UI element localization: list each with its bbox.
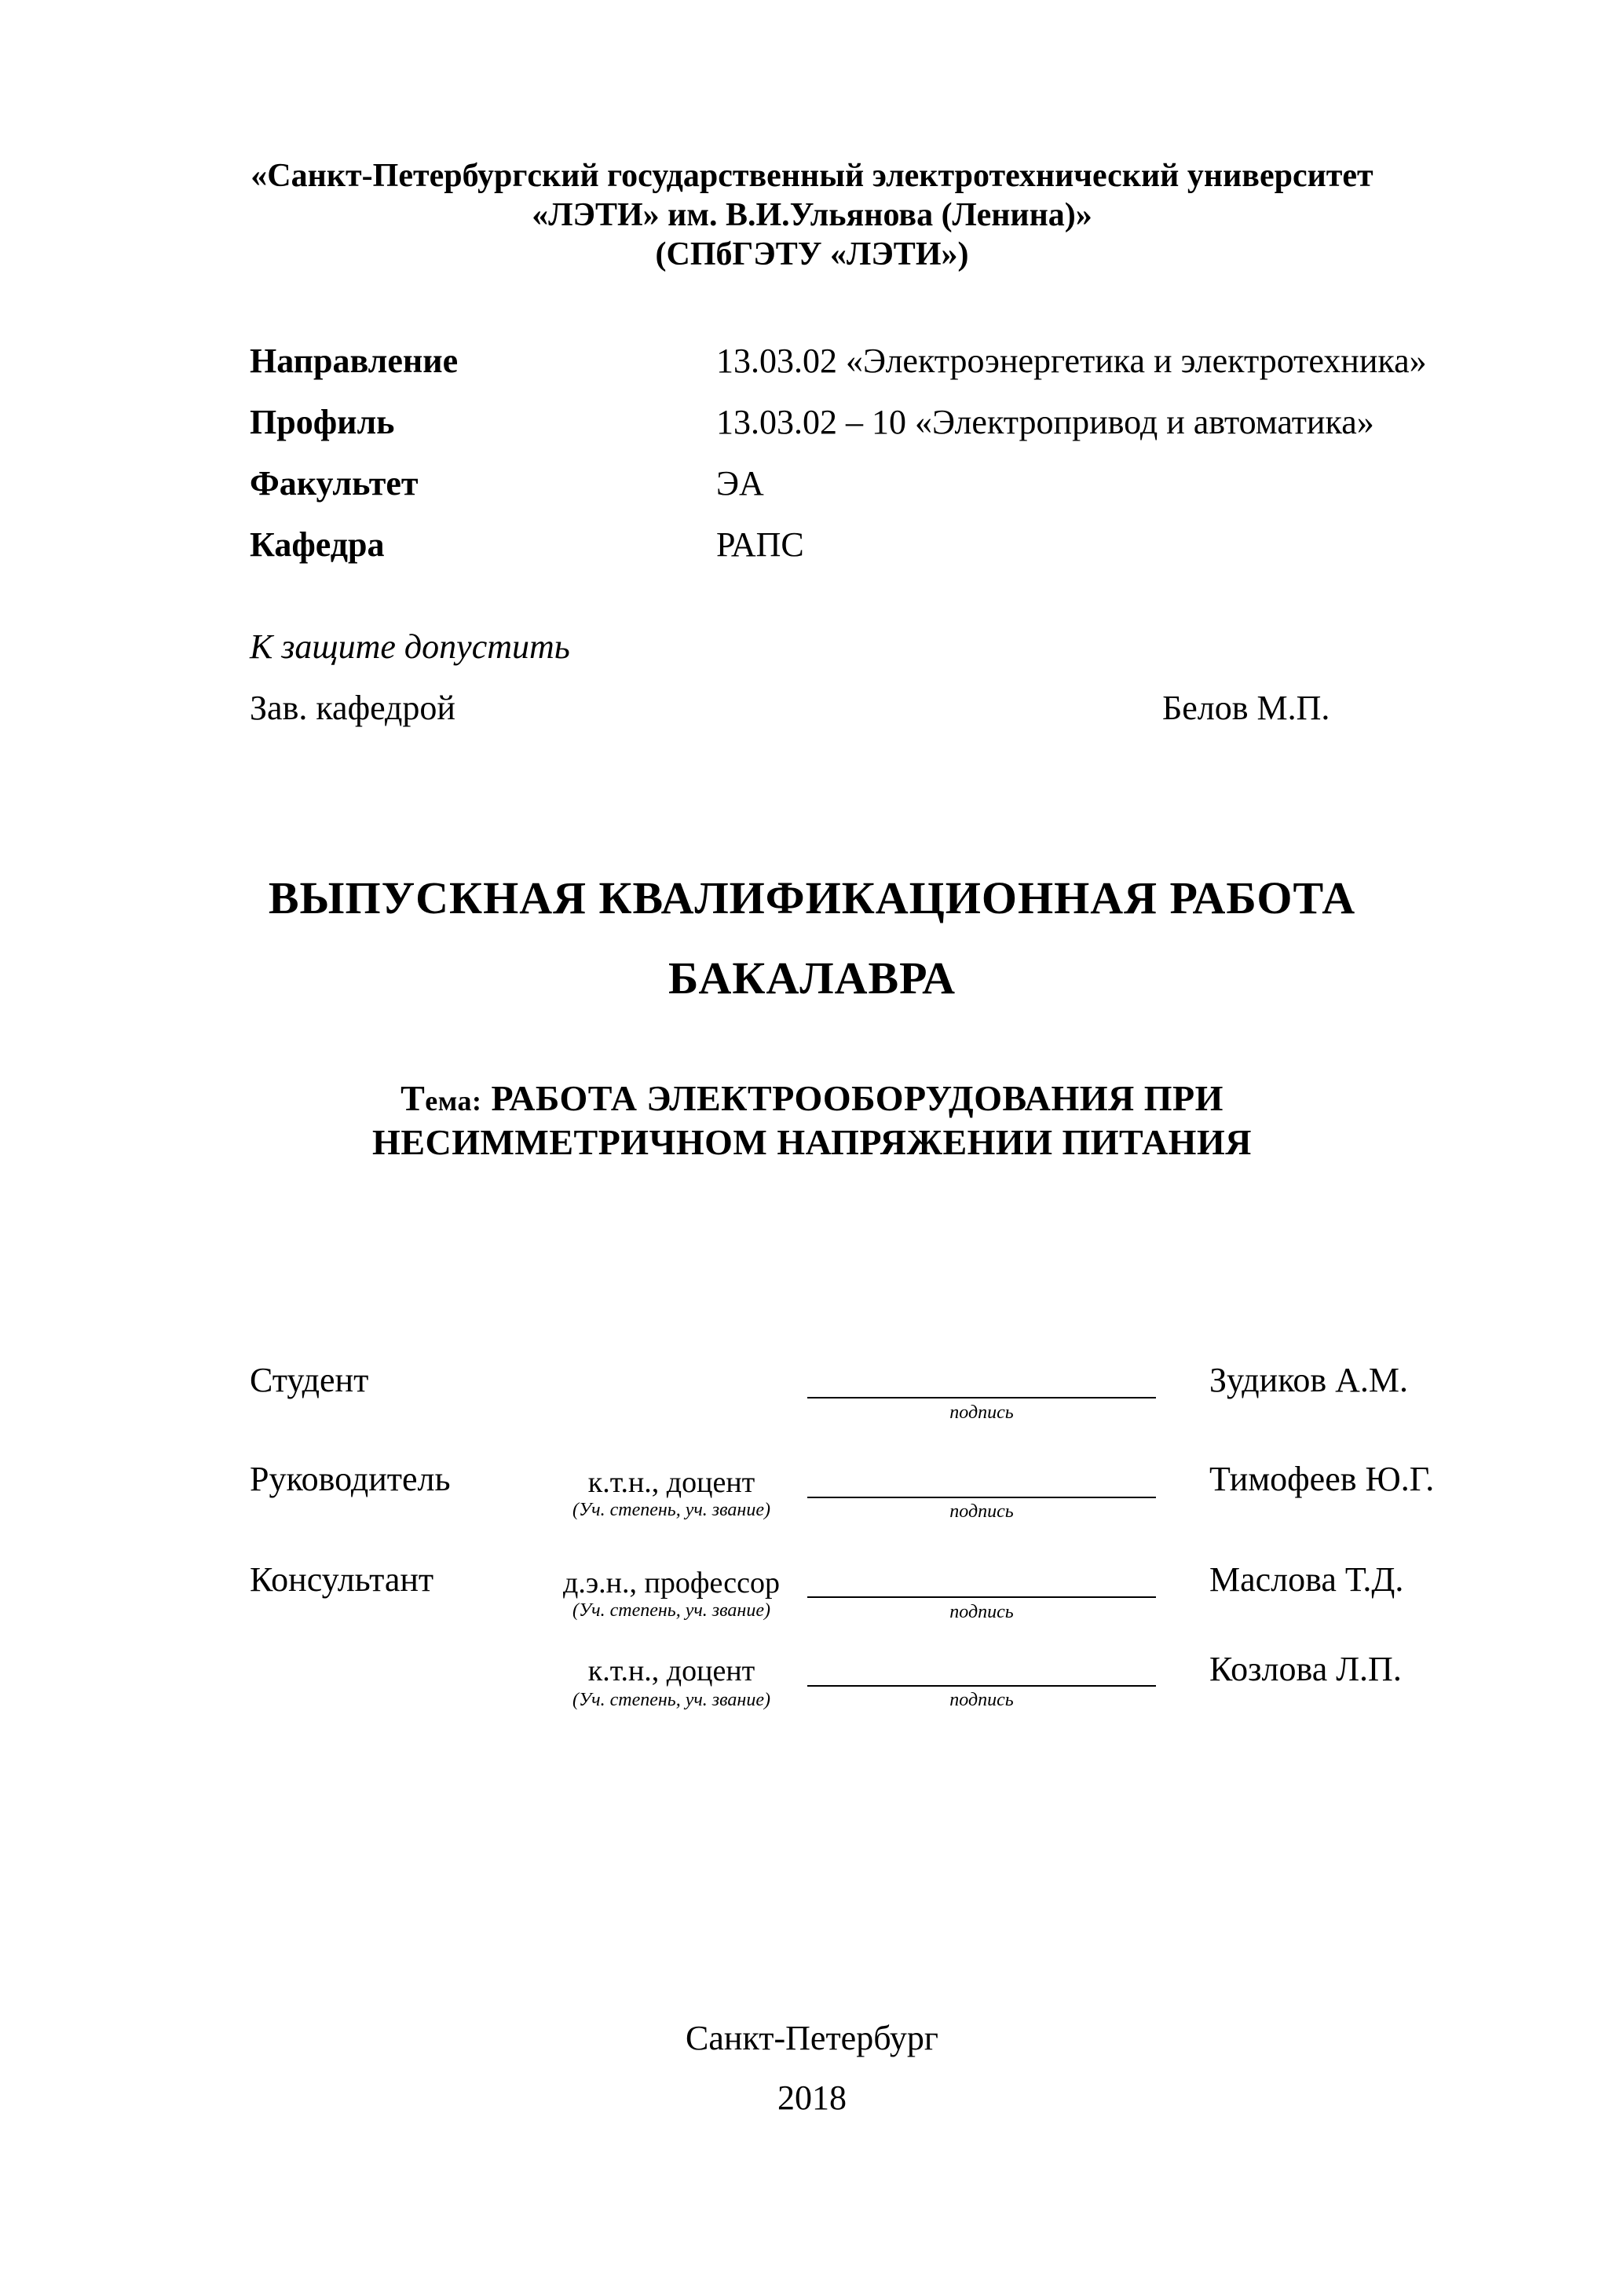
consultant1-name: Маслова Т.Д. <box>1209 1560 1404 1599</box>
supervisor-signature-caption: подпись <box>949 1501 1014 1522</box>
student-role: Студент <box>250 1361 369 1399</box>
city: Санкт-Петербург <box>686 2019 938 2057</box>
consultant2-signature-line <box>807 1685 1156 1687</box>
theme-prefix-first: Т <box>401 1078 426 1118</box>
supervisor-degree: к.т.н., доцент <box>587 1466 755 1499</box>
theme-text-line1: РАБОТА ЭЛЕКТРООБОРУДОВАНИЯ ПРИ <box>481 1078 1223 1118</box>
student-signature-line <box>807 1397 1156 1398</box>
consultant1-degree: д.э.н., профессор <box>563 1567 780 1600</box>
direction-value: 13.03.02 «Электроэнергетика и электротехника» <box>716 342 1427 380</box>
supervisor-role: Руководитель <box>250 1460 451 1498</box>
work-title-line2: БАКАЛАВРА <box>668 952 956 1004</box>
work-title-line1: ВЫПУСКНАЯ КВАЛИФИКАЦИОННАЯ РАБОТА <box>268 872 1356 923</box>
theme-line2: НЕСИММЕТРИЧНОМ НАПРЯЖЕНИИ ПИТАНИЯ <box>372 1122 1252 1162</box>
faculty-label: Факультет <box>250 464 419 503</box>
student-name: Зудиков А.М. <box>1209 1361 1409 1399</box>
head-of-department-name: Белов М.П. <box>1162 689 1330 727</box>
year: 2018 <box>777 2078 847 2117</box>
consultant-role: Консультант <box>250 1560 434 1599</box>
student-signature-caption: подпись <box>949 1402 1014 1423</box>
consultant2-name: Козлова Л.П. <box>1209 1650 1402 1688</box>
consultant2-degree-caption: (Уч. степень, уч. звание) <box>572 1690 770 1710</box>
head-of-department-label: Зав. кафедрой <box>250 689 455 727</box>
profile-label: Профиль <box>250 403 395 441</box>
consultant2-degree: к.т.н., доцент <box>587 1654 755 1687</box>
supervisor-degree-caption: (Уч. степень, уч. звание) <box>572 1500 770 1520</box>
consultant1-degree-caption: (Уч. степень, уч. звание) <box>572 1600 770 1621</box>
theme-line1 <box>0 1077 1624 1119</box>
university-name-line1: «Санкт-Петербургский государственный электротехнический университет <box>251 158 1373 194</box>
faculty-value: ЭА <box>716 464 764 503</box>
profile-value: 13.03.02 – 10 «Электропривод и автоматика» <box>716 403 1374 441</box>
direction-label: Направление <box>250 342 459 380</box>
consultant2-signature-caption: подпись <box>949 1690 1014 1710</box>
supervisor-signature-line <box>807 1497 1156 1498</box>
admit-to-defense: К защите допустить <box>250 627 570 666</box>
consultant1-signature-line <box>807 1596 1156 1598</box>
consultant1-signature-caption: подпись <box>949 1602 1014 1622</box>
university-name-line2: «ЛЭТИ» им. В.И.Ульянова (Ленина)» <box>532 197 1092 233</box>
university-abbreviation: (СПбГЭТУ «ЛЭТИ») <box>655 236 969 272</box>
theme-prefix-rest: ема: <box>425 1085 482 1117</box>
supervisor-name: Тимофеев Ю.Г. <box>1209 1460 1435 1498</box>
department-label: Кафедра <box>250 525 385 564</box>
department-value: РАПС <box>716 525 804 564</box>
